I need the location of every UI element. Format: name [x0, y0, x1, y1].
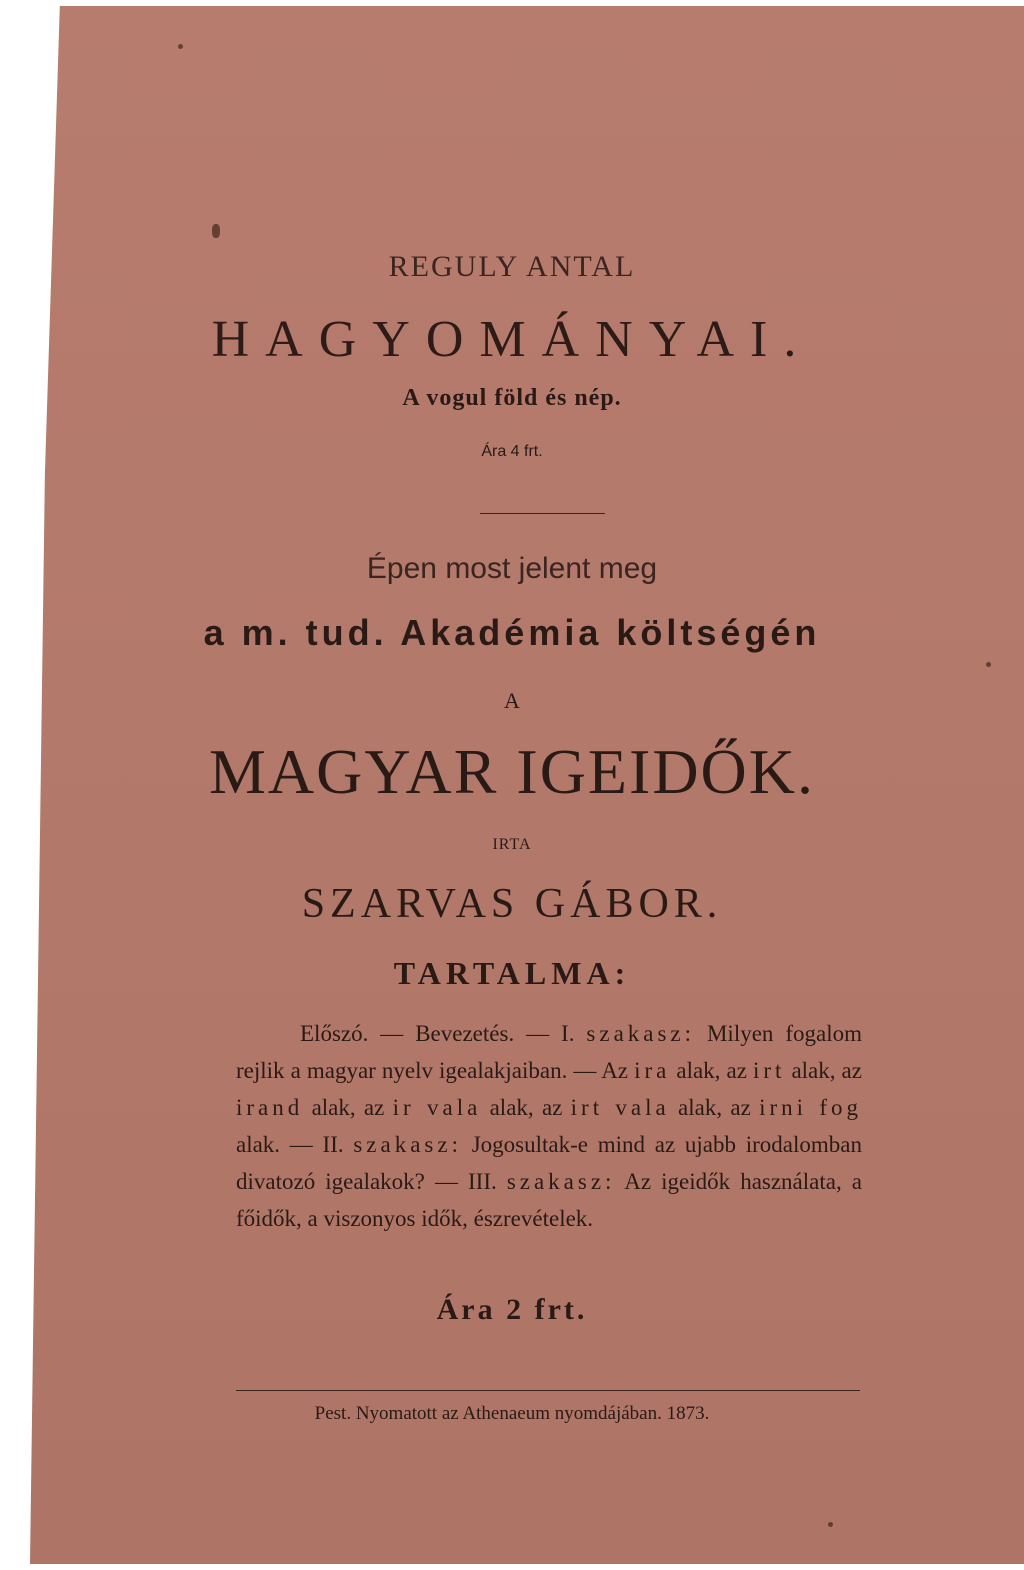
ink-speck	[178, 44, 183, 49]
publisher-line: a m. tud. Akadémia költségén	[203, 612, 821, 653]
ink-speck	[986, 662, 991, 667]
header-author: REGULY ANTAL	[388, 250, 636, 283]
ink-speck	[212, 224, 220, 238]
ink-speck	[828, 1522, 833, 1527]
header-subtitle: A vogul föld és nép.	[402, 385, 622, 411]
divider	[480, 513, 605, 514]
header-price: Ára 4 frt.	[481, 443, 543, 460]
irta-label: IRTA	[492, 836, 532, 853]
header-title: HAGYOMÁNYAI.	[211, 311, 813, 368]
book-title: MAGYAR IGEIDŐK.	[209, 736, 815, 807]
article-word: A	[504, 688, 520, 713]
footer-divider	[236, 1390, 860, 1391]
contents-heading: TARTALMA:	[393, 955, 631, 991]
book-price: Ára 2 frt.	[436, 1293, 588, 1326]
contents-paragraph: Előszó. — Bevezetés. — I. szakasz: Milyen fogalom rejlik a magyar nyelv igealakjaiban. — Az ira alak, az irt alak, az irand alak, az ir vala alak, az irt vala alak, az irni fog alak. — II. szakasz: Jogosultak-e mind az ujabb irodalomban divatozó igealakok? — III. szakasz: Az igeidők használata, a főidők, a viszonyos idők, észrevételek.	[236, 1021, 863, 1231]
imprint: Pest. Nyomatott az Athenaeum nyomdájában. 1873.	[314, 1403, 710, 1424]
book-author: SZARVAS GÁBOR.	[301, 881, 723, 927]
announcement-line: Épen most jelent meg	[366, 552, 658, 585]
